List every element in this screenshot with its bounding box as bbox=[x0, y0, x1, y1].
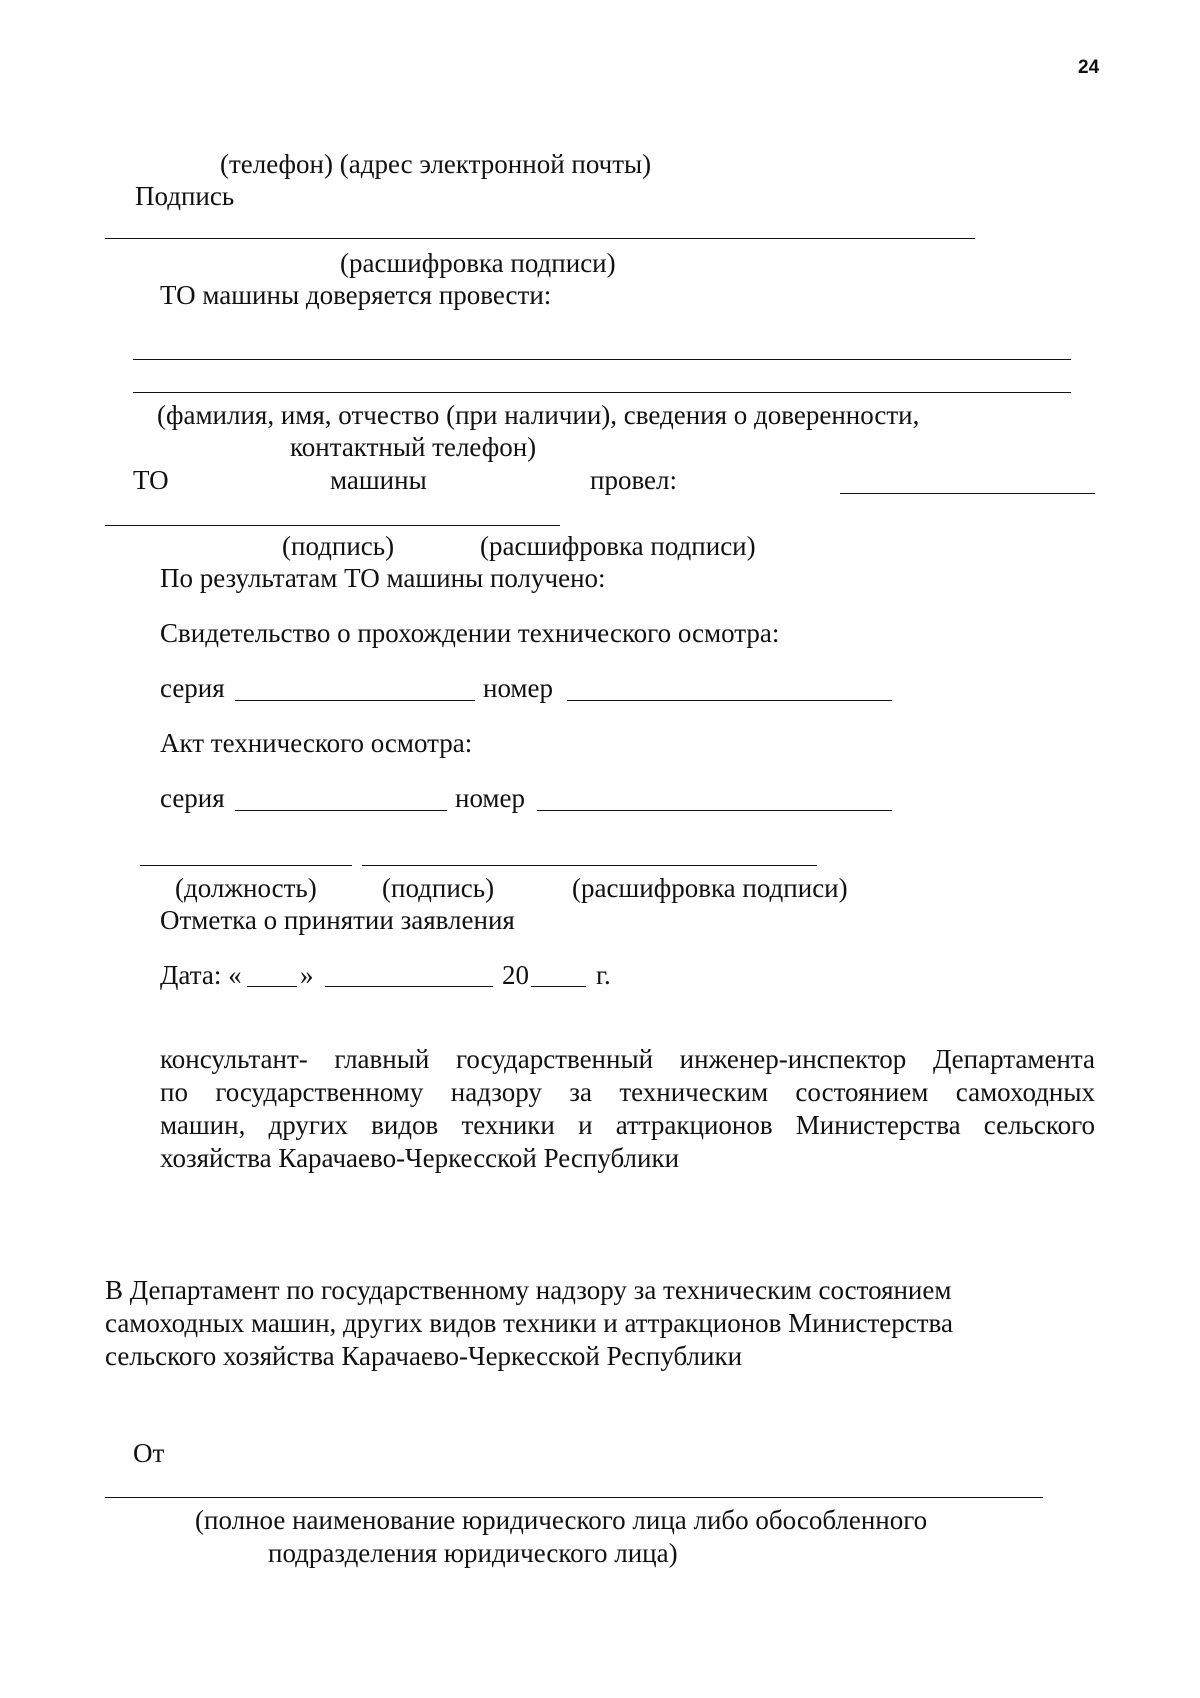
acceptance-label: Отметка о принятии заявления bbox=[160, 905, 515, 935]
entrust-line-2 bbox=[133, 392, 1071, 393]
performed-caption-decoding: (расшифровка подписи) bbox=[480, 531, 756, 561]
certificate-label: Свидетельство о прохождении технического осмотра: bbox=[160, 618, 780, 648]
act-number-label: номер bbox=[455, 783, 526, 813]
addressee-line-3: сельского хозяйства Карачаево-Черкесской Республики bbox=[105, 1341, 743, 1371]
date-year-prefix: 20 bbox=[502, 960, 529, 990]
performed-signature-line-right bbox=[840, 493, 1095, 494]
from-label: От bbox=[133, 1438, 165, 1468]
performed-signature-line-left bbox=[105, 525, 560, 526]
date-year-suffix: г. bbox=[596, 960, 611, 990]
act-series-label: серия bbox=[160, 783, 225, 813]
performed-word-to: ТО bbox=[133, 465, 169, 495]
date-year-field[interactable] bbox=[531, 986, 586, 987]
certificate-series-field[interactable] bbox=[235, 700, 475, 701]
official-caption-decoding: (расшифровка подписи) bbox=[572, 873, 848, 903]
date-month-field[interactable] bbox=[325, 986, 493, 987]
inspector-line-1: консультант- главный государственный инженер-инспектор Департамента bbox=[160, 1044, 1095, 1074]
official-caption-position: (должность) bbox=[175, 873, 317, 903]
performed-word-conducted: провел: bbox=[590, 465, 677, 495]
page-number: 24 bbox=[1078, 57, 1100, 78]
addressee-line-2: самоходных машин, других видов техники и аттракционов Министерства bbox=[105, 1308, 953, 1338]
date-day-field[interactable] bbox=[247, 986, 297, 987]
results-label: По результатам ТО машины получено: bbox=[160, 563, 606, 593]
entrust-line-1 bbox=[133, 359, 1071, 360]
inspector-line-3: машин, других видов техники и аттракционов Министерства сельского bbox=[160, 1110, 1095, 1140]
entrust-caption-line-1: (фамилия, имя, отчество (при наличии), сведения о доверенности, bbox=[157, 400, 920, 430]
inspector-position-block bbox=[160, 1043, 1095, 1175]
from-caption-line-2: подразделения юридического лица) bbox=[268, 1538, 678, 1568]
signature-label: Подпись bbox=[135, 181, 235, 211]
certificate-series-label: серия bbox=[160, 673, 225, 703]
official-signature-line bbox=[362, 865, 817, 866]
performed-word-machine: машины bbox=[330, 465, 427, 495]
entrust-label: ТО машины доверяется провести: bbox=[160, 280, 552, 310]
from-line[interactable] bbox=[105, 1497, 1043, 1498]
from-caption-line-1: (полное наименование юридического лица либо обособленного bbox=[195, 1505, 928, 1535]
date-prefix: Дата: « bbox=[160, 960, 242, 990]
contacts-caption: (телефон) (адрес электронной почты) bbox=[220, 149, 652, 179]
certificate-number-field[interactable] bbox=[567, 700, 892, 701]
act-label: Акт технического осмотра: bbox=[160, 728, 473, 758]
signature-line bbox=[105, 238, 975, 239]
entrust-caption-line-2: контактный телефон) bbox=[290, 432, 537, 462]
act-number-field[interactable] bbox=[537, 810, 892, 811]
inspector-line-2: по государственному надзору за техническим состоянием самоходных bbox=[160, 1077, 1095, 1107]
performed-caption-signature: (подпись) bbox=[282, 531, 395, 561]
addressee-line-1: В Департамент по государственному надзору за техническим состоянием bbox=[105, 1275, 952, 1305]
certificate-number-label: номер bbox=[483, 673, 554, 703]
inspector-line-4: хозяйства Карачаево-Черкесской Республики bbox=[160, 1143, 680, 1173]
official-caption-signature: (подпись) bbox=[382, 873, 495, 903]
date-mid: » bbox=[300, 960, 314, 990]
act-series-field[interactable] bbox=[235, 810, 447, 811]
official-position-line bbox=[140, 865, 352, 866]
signature-decoding-caption: (расшифровка подписи) bbox=[340, 248, 616, 278]
